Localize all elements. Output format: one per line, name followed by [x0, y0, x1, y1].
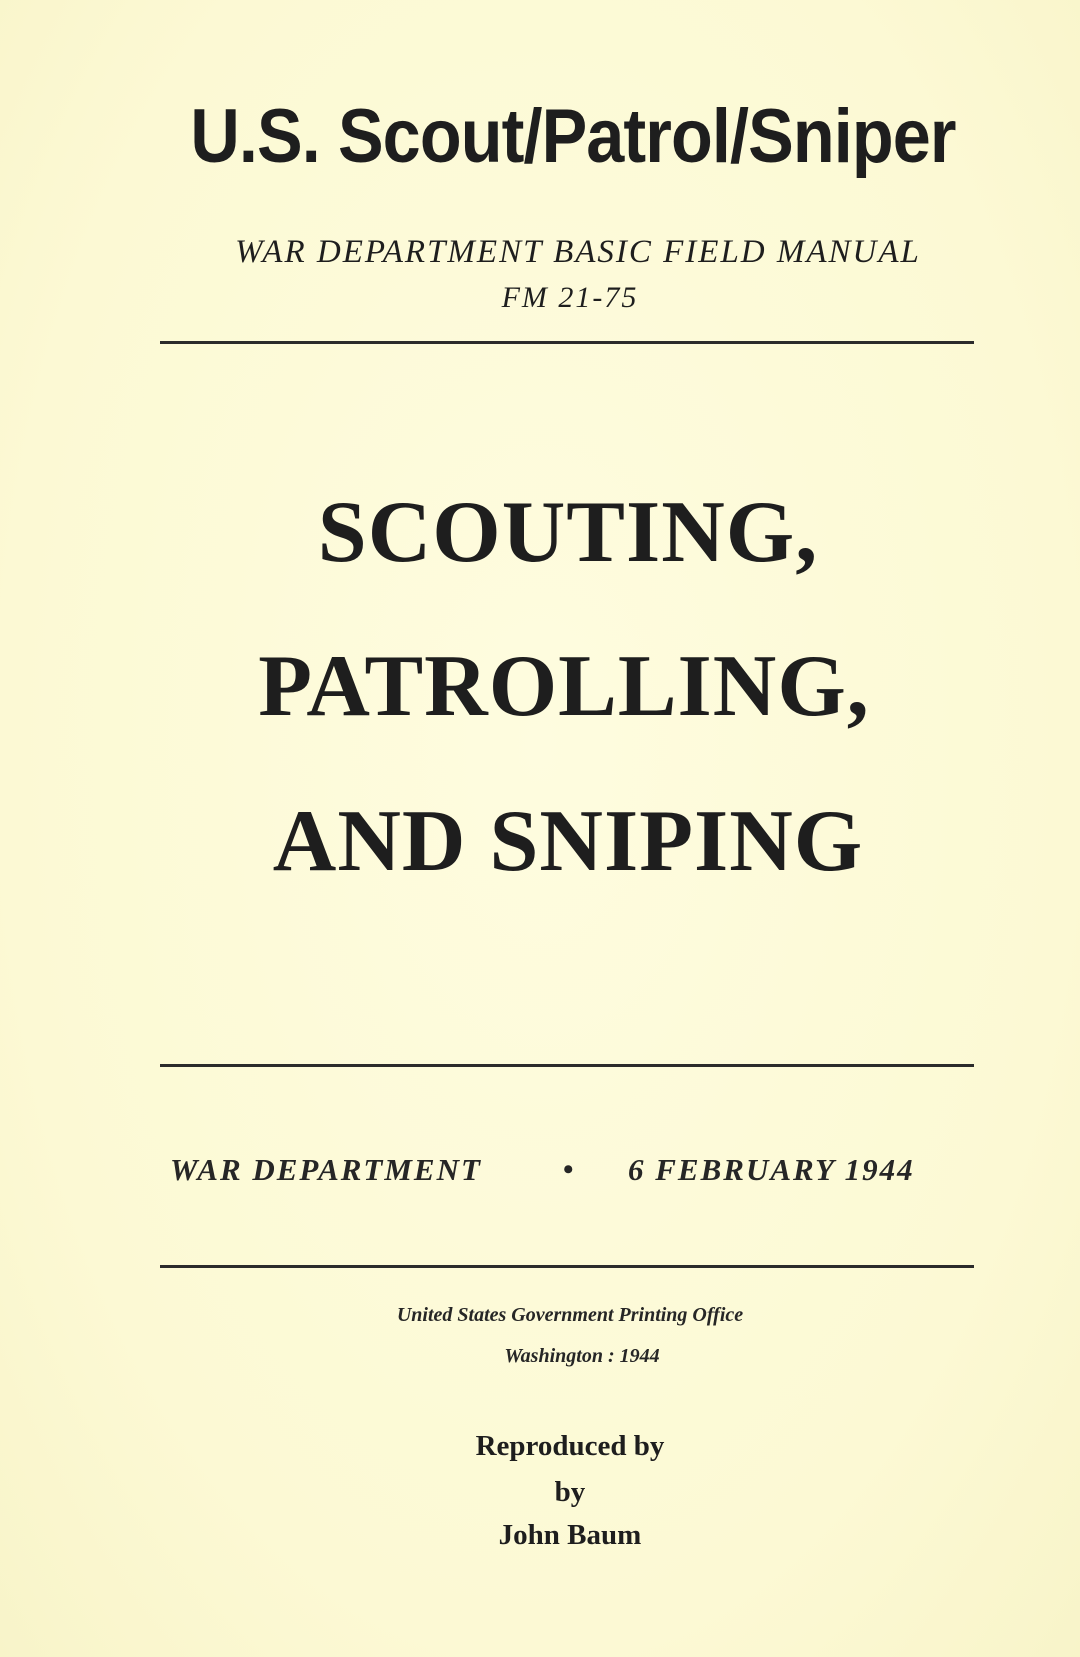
issue-date: 6 FEBRUARY 1944 — [628, 1152, 915, 1187]
main-title-line-1: SCOUTING, — [317, 484, 819, 581]
top-divider — [160, 341, 974, 344]
printer-location: Washington : 1944 — [504, 1345, 660, 1367]
main-title-line-2: PATROLLING, — [258, 638, 870, 735]
manual-name: WAR DEPARTMENT BASIC FIELD MANUAL — [235, 234, 921, 270]
reproducer-name: John Baum — [498, 1519, 642, 1551]
manual-number: FM 21-75 — [501, 281, 639, 314]
by-line: by — [554, 1476, 586, 1508]
issuer-label: WAR DEPARTMENT — [170, 1152, 482, 1187]
reproduced-by-line: Reproduced by — [475, 1430, 665, 1462]
main-title-line-3: AND SNIPING — [272, 793, 864, 890]
bottom-divider — [160, 1265, 974, 1268]
middle-divider — [160, 1064, 974, 1067]
bullet-separator: • — [563, 1153, 576, 1186]
printer-name: United States Government Printing Office — [396, 1304, 744, 1326]
series-title: U.S. Scout/Patrol/Sniper — [190, 94, 956, 179]
